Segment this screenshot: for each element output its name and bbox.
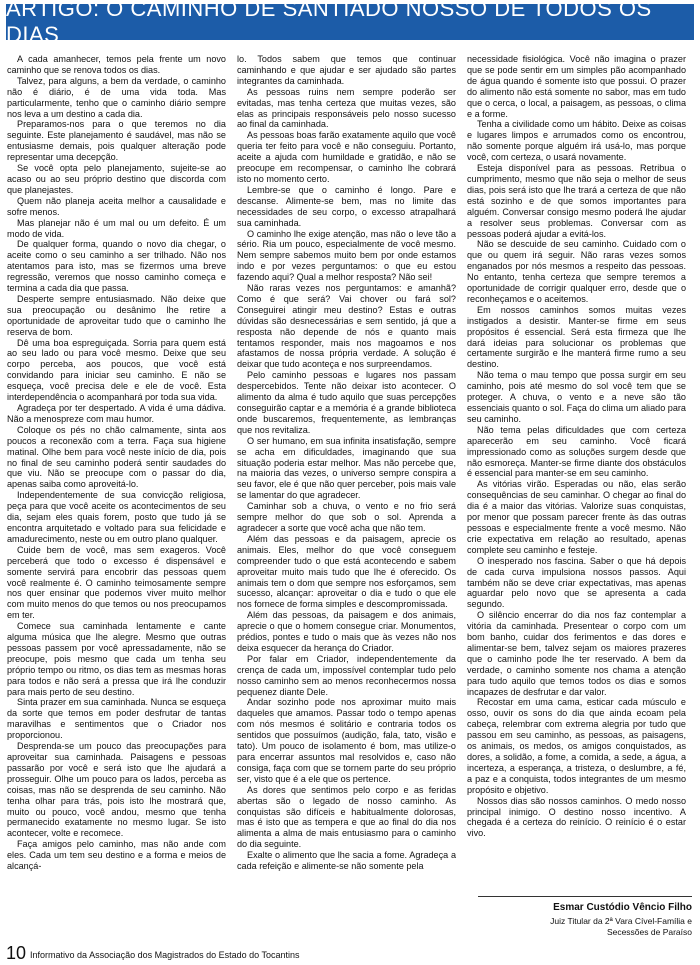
paragraph: As dores que sentimos pelo corpo e as feridas abertas são o legado de nosso caminho. As conquistas são difíceis e habitualmente dolorosas, mas é isto que as tempera e que ao final do dia nos alimenta a alma de mais entusiasmo para o caminho do dia seguinte. xyxy=(237,784,456,850)
paragraph: De qualquer forma, quando o novo dia chegar, o aceite como o seu caminho a ser trilhado. Não nos atentamos para isto, mas se fizermos uma breve regressão, veremos que nosso caminho começa e termina a cada dia que passa. xyxy=(7,239,226,294)
paragraph: Em nossos caminhos somos muitas vezes instigados a desistir. Manter-se firme em seus propósitos é essencial. Será esta firmeza que lhe dará ideias para solucionar os problemas que certamente surgirão e lhe manterá firme rumo a seu destino. xyxy=(467,304,686,370)
author-role-line-1: Juiz Titular da 2ª Vara Cível-Família e xyxy=(550,916,692,926)
page-number: 10 xyxy=(6,943,27,963)
paragraph: Dê uma boa espreguiçada. Sorria para quem está ao seu lado ou para você mesmo. Deixe que seu corpo perceba, aos poucos, que você está convidando para iniciar seu caminho. E não se esqueça, você precisa dele e ele de você. Esta interdependência o acompanhará por toda sua vida. xyxy=(7,337,226,403)
paragraph: Preparamos-nos para o que teremos no dia seguinte. Este planejamento é saudável, mas não se entusiasme demais, pois qualquer alteração pode representar uma decepção. xyxy=(7,119,226,163)
paragraph: Faça amigos pelo caminho, mas não ande com eles. Cada um tem seu destino e a forma e meios de alcançá- xyxy=(7,839,226,872)
paragraph-continued: lo. Todos sabem que temos que continuar caminhando e que ajudar e ser ajudado são partes integrantes da caminhada. xyxy=(237,54,456,86)
paragraph: Agradeça por ter despertado. A vida é uma dádiva. Não a menospreze com mau humor. xyxy=(7,403,226,424)
paragraph: Se você opta pelo planejamento, sujeite-se ao acaso ou ao seu próprio destino que discorda com que planejastes. xyxy=(7,163,226,195)
paragraph: Cuide bem de você, mas sem exageros. Você perceberá que todo o excesso é dispensável e somente servirá para encobrir das pessoas quem você realmente é. O caminho teimosamente sempre nos quer ensinar que podemos viver muito melhor com muito menos do que temos ou nos preocupamos em ter. xyxy=(7,544,226,621)
author-name: Esmar Custódio Vêncio Filho xyxy=(553,902,692,913)
paragraph: Lembre-se que o caminho é longo. Pare e descanse. Alimente-se bem, mas no limite das necessidades de seu corpo, o excesso atrapalhará sua caminhada. xyxy=(237,184,456,228)
page-footer xyxy=(6,944,696,962)
paragraph: Não tema o mau tempo que possa surgir em seu caminho, pois até mesmo do sol você tem que se proteger. A chuva, o vento e a neve são tão essenciais quanto o sol. Faça do clima um aliado para seu caminho. xyxy=(467,370,686,424)
paragraph: Comece sua caminhada lentamente e cante alguma música que lhe alegre. Mesmo que outras pessoas passem por você apressadamente, não se preocupe, pois mesmo que cada um tenha seu próprio tempo ou ritmo, os dias tem as mesmas horas para todos e não será a pressa que irá lhe conduzir para mais perto de seu destino. xyxy=(7,621,226,697)
publication-name: Informativo da Associação dos Magistrados do Estado do Tocantins xyxy=(30,950,300,960)
article-title: ARTIGO: O CAMINHO DE SANTIADO NOSSO DE TODOS OS DIAS xyxy=(6,0,652,47)
paragraph: Além das pessoas, da paisagem e dos animais, aprecie o que o homem consegue criar. Monumentos, prédios, pontes e tudo o mais que às vezes não nos deixa esquecer da herança do Criador. xyxy=(237,610,456,653)
paragraph: O ser humano, em sua infinita insatisfação, sempre se acha em dificuldades, imaginando que sua situação poderia estar melhor. Mas não percebe que, na maioria das vezes, o universo sempre conspira a seu favor, ele é que não quer perceber, pois mais vale se lamentar do que agradecer. xyxy=(237,435,456,501)
paragraph: Pelo caminho pessoas e lugares nos passam despercebidos. Tente não deixar isto acontecer. O alimento da alma é tudo aquilo que suas percepções conseguirão captar e a memória é a grande biblioteca onde buscaremos, frequentemente, as lembranças que nos revitaliza. xyxy=(237,370,456,435)
paragraph: As pessoas boas farão exatamente aquilo que você queria ter feito para você e não conseguiu. Portanto, aceite a ajuda com humildade e gratidão, e não se preocupe em recompensar, o caminho lhe cobrará isto no momento certo. xyxy=(237,130,456,184)
paragraph: As vitórias virão. Esperadas ou não, elas serão consequências de seu caminhar. O chegar ao final do dia é a maior das vitórias. Valorize suas conquistas, por menor que possam parecer frente às das outras pessoas e especialmente frente a você mesmo. Não crie expectativa em relação ao resultado, apenas complete seu caminho e festeje. xyxy=(467,479,686,555)
paragraph: A cada amanhecer, temos pela frente um novo caminho que se renova todos os dias. xyxy=(7,54,226,75)
paragraph: Mas planejar não é um mal ou um defeito. É um modo de vida. xyxy=(7,217,226,239)
paragraph: Além das pessoas e da paisagem, aprecie os animais. Eles, melhor do que você conseguem compreender tudo o que está acontecendo e sabem aproveitar muito mais tudo que lhe é oferecido. Os animais tem o dom que sempre nos esforçamos, sem sucesso, alcançar: aproveitar o dia e tudo o que ele nos fornece de forma simples e descompromissada. xyxy=(237,533,456,610)
article-title-banner xyxy=(6,0,694,47)
paragraph: Tenha a civilidade como um hábito. Deixe as coisas e lugares limpos e arrumados como os encontrou, não somente porque alguém irá usá-lo, mas porque você, com certeza, o usará novamente. xyxy=(467,119,686,163)
article-column-2 xyxy=(237,54,456,934)
author-role-line-2: Secessões de Paraíso xyxy=(606,926,692,937)
paragraph: O silêncio encerrar do dia nos faz contemplar a vitória da caminhada. Presentear o corpo com um bom banho, cuidar dos ferimentos e das dores e alimentar-se bem, talvez sejam os maiores prazeres que o caminho pode lhe ter reservado. A bem da verdade, o caminho somente nos chama a atenção para tudo aquilo que temos todos os dias e somos incapazes de desfrutar e dar valor. xyxy=(467,610,686,697)
article-column-3 xyxy=(467,54,686,890)
paragraph: Quem não planeja aceita melhor a causalidade e sofre menos. xyxy=(7,195,226,217)
paragraph: Independentemente de sua convicção religiosa, peça para que você aceite os acontecimentos de seu dia, sejam eles quais forem, posto que tudo já se encontra arquitetado e voltado para sua felicidade e amadurecimento, neste ou em outro plano qualquer. xyxy=(7,490,226,544)
signature-divider xyxy=(478,896,692,897)
paragraph: Coloque os pés no chão calmamente, sinta aos poucos a reconexão com a terra. Faça sua higiene matinal. Olhe bem para você neste início de dia, pois no final de seu caminho poderá sentir saudades do que viu. Não se preocupe com o passar do dia, apenas saiba como aproveitá-lo. xyxy=(7,424,226,490)
paragraph: Não raras vezes nos perguntamos: e amanhã? Como é que será? Vai chover ou fará sol? Conseguirei atingir meu destino? Estas e outras dúvidas são desnecessárias e sem sentido, já que a resposta não depende de nós e quanto mais tentamos responder, mais nos magoamos e nos afastamos de nossa própria verdade. A solução é deixar que tudo aconteça e nos surpreendamos. xyxy=(237,283,456,370)
paragraph: Não se descuide de seu caminho. Cuidado com o que ou quem irá seguir. Não raras vezes somos enganados por nós mesmos a respeito das pessoas. No entanto, tenha certeza que sempre teremos a oportunidade de corrigir qualquer erro, desde que o reconheçamos e o aceitemos. xyxy=(467,239,686,304)
article-column-1 xyxy=(7,54,226,934)
paragraph: Desperte sempre entusiasmado. Não deixe que sua preocupação ou desânimo lhe retire a oportunidade de aproveitar tudo que o caminho lhe reserva de bom. xyxy=(7,293,226,337)
paragraph: As pessoas ruins nem sempre poderão ser evitadas, mas tenha certeza que muitas vezes, são elas as principais responsáveis pelo nosso sucesso ao final da caminhada. xyxy=(237,86,456,130)
paragraph: Nossos dias são nossos caminhos. O medo nosso principal inimigo. O destino nosso incentivo. A chegada é a certeza do reinício. O reinício é o estar vivo. xyxy=(467,795,686,839)
paragraph: Caminhar sob a chuva, o vento e no frio será sempre melhor do que sob o sol. Aprenda a agradecer a sorte que você acha que não tem. xyxy=(237,501,456,533)
paragraph: Recostar em uma cama, esticar cada músculo e osso, ouvir os sons do dia que ainda ecoam pela cabeça, relembrar com extrema alegria por tudo que passou em seu caminho, as pessoas, as paisagens, os animais, os medos, os amigos conquistados, as dores, a solidão, a fome, a comida, a sede, a água, a incerteza, a esperança, a tristeza, o deslumbre, a fé, a paz e a conquista, todos integrantes de um mesmo propósito e objetivo. xyxy=(467,697,686,795)
paragraph: O inesperado nos fascina. Saber o que há depois de cada curva impulsiona nossos passos. Aqui também não se deve criar expectativas, mas apenas aguardar pelo novo que se apresenta a cada segundo. xyxy=(467,555,686,610)
paragraph-continued: necessidade fisiológica. Você não imagina o prazer que se pode sentir em um simples pão acompanhado de água quando é somente isto que possui. O prazer do alimento não está somente no sabor, mas em tudo que o cerca, o local, a paisagem, as pessoas, o clima e a forme. xyxy=(467,54,686,119)
paragraph: Por falar em Criador, independentemente da crença de cada um, impossível contemplar tudo pelo nosso caminho sem ao menos reconhecermos nossa pequenez diante Dele. xyxy=(237,653,456,697)
paragraph: Esteja disponível para as pessoas. Retribua o cumprimento, mesmo que não seja o melhor de seus dias, pois será isto que lhe trará a certeza de que não está sozinho e de que somos importantes para alguém. Conversar consigo mesmo poderá lhe ajudar a resolver seus problemas. Conversar com as pessoas poderá ajudar a evitá-los. xyxy=(467,163,686,239)
paragraph: Exalte o alimento que lhe sacia a fome. Agradeça a cada refeição e alimente-se não somente pela xyxy=(237,850,456,872)
paragraph: Sinta prazer em sua caminhada. Nunca se esqueça da sorte que temos em poder desfrutar de tantas maravilhas e sentimentos que o Criador nos proporcionou. xyxy=(7,697,226,741)
paragraph: Andar sozinho pode nos aproximar muito mais daqueles que amamos. Passar todo o tempo apenas com nós mesmos é solitário e contraria todos os sentidos que possuímos (audição, fala, tato, visão e tato). Um pouco de isolamento é bom, mas utilize-o para encerrar assuntos mal resolvidos e, caso não consiga, faça com que se tornem parte do seu próprio ser, visto que é a ele que os pertence. xyxy=(237,697,456,784)
paragraph: Talvez, para alguns, a bem da verdade, o caminho não é diário, é de uma vida toda. Mas particularmente, tenho que o caminho diário sempre nos leva a um destino a cada dia. xyxy=(7,75,226,119)
paragraph: O caminho lhe exige atenção, mas não o leve tão a sério. Ria um pouco, especialmente de você mesmo. Nem sempre sabemos muito bem por onde estamos indo e por vezes perguntamos: o que eu estou fazendo aqui? Qual a melhor resposta? Não sei! xyxy=(237,228,456,283)
paragraph: Desprenda-se um pouco das preocupações para aproveitar sua caminhada. Paisagens e pessoas passarão por você e será isto que lhe ajudará a prosseguir. Olhe um pouco para os lados, perceba as coisas, mas não se desprenda de seu caminho. Não tenha olhar para trás, pois isto lhe mostrará que, muito ou pouco, você andou, mesmo que tenha permanecido exatamente no mesmo lugar. Se isto acontecer, volte e recomece. xyxy=(7,741,226,839)
author-role xyxy=(467,916,692,937)
paragraph: Não tema pelas dificuldades que com certeza aparecerão em seu caminho. Você ficará impressionado como as soluções surgem desde que não esmoreça. Manter-se firme diante dos obstáculos é essencial para manter-se em seu caminho. xyxy=(467,424,686,479)
